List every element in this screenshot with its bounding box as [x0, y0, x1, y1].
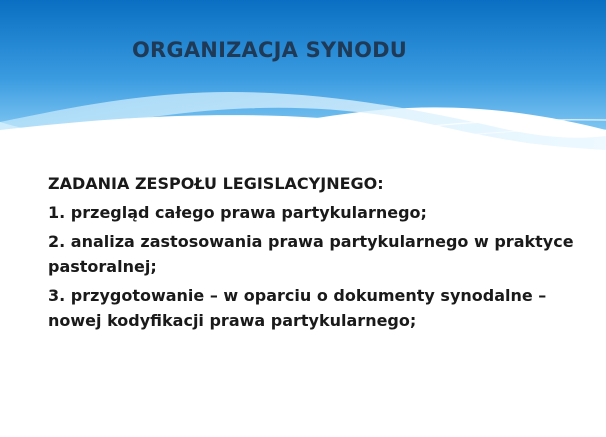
- section-heading: ZADANIA ZESPOŁU LEGISLACYJNEGO:: [48, 174, 384, 193]
- slide-body: [48, 171, 578, 337]
- header-wave-background: [0, 0, 606, 175]
- list-item: 1. przegląd całego prawa partykularnego;: [48, 203, 427, 222]
- list-item: 2. analiza zastosowania prawa partykularnego w praktyce pastoralnej;: [48, 232, 574, 276]
- list-item: 3. przygotowanie – w oparciu o dokumenty synodalne – nowej kodyfikacji prawa partykularnego;: [48, 286, 547, 330]
- slide-title: ORGANIZACJA SYNODU: [132, 38, 408, 62]
